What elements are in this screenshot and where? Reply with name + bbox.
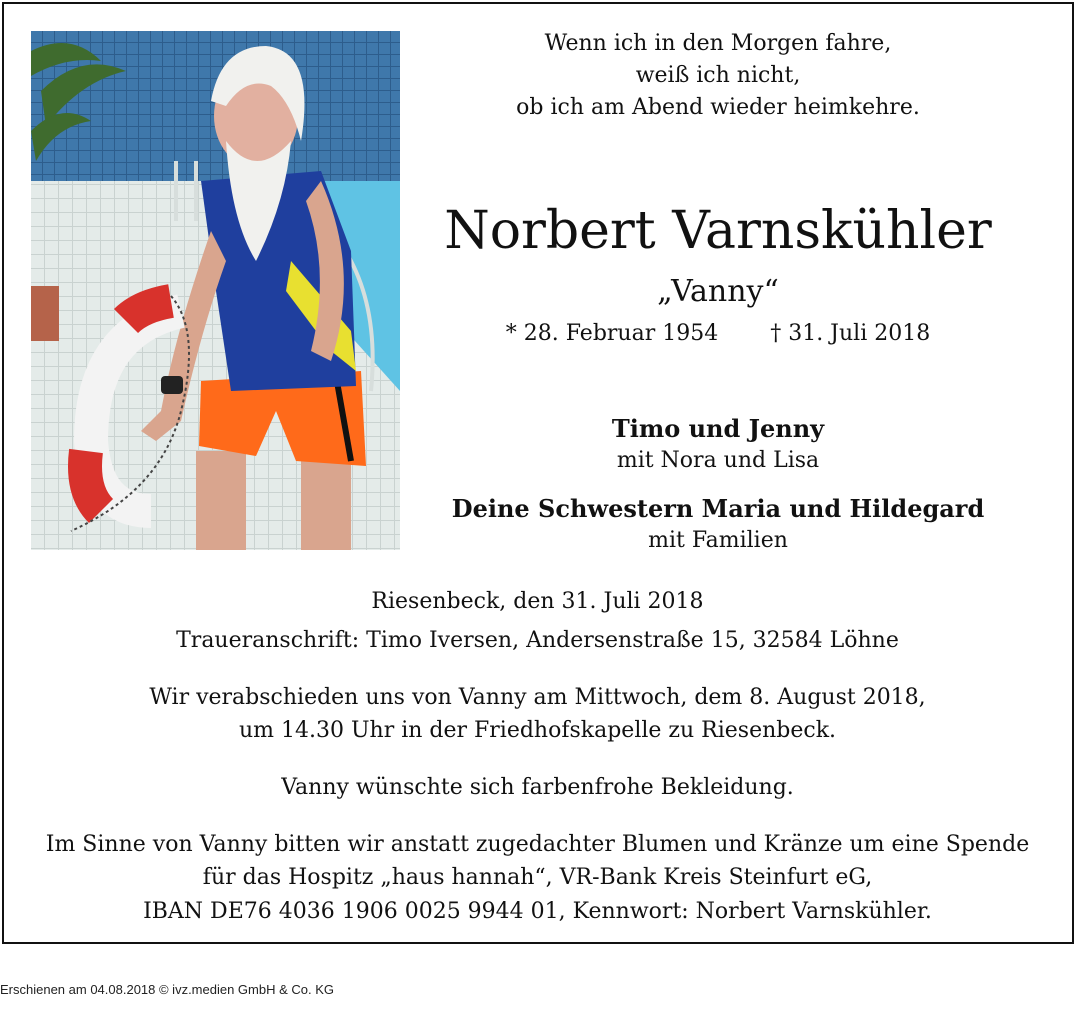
life-dates <box>400 318 1036 350</box>
service-line-2: um 14.30 Uhr in der Friedhofskapelle zu Riesenbeck. <box>238 718 837 743</box>
donation-line-1: Im Sinne von Vanny bitten wir anstatt zugedachter Blumen und Kränze um eine Spende <box>45 832 1030 857</box>
publication-footer: Erschienen am 04.08.2018 © ivz.medien GmbH & Co. KG <box>0 982 335 997</box>
mourner-group-1-subtitle: mit Nora und Lisa <box>616 448 820 473</box>
mourning-address: Traueranschrift: Timo Iversen, Andersenstraße 15, 32584 Löhne <box>176 628 899 653</box>
mourner-group-1-title: Timo und Jenny <box>611 414 825 443</box>
verse-line-1: Wenn ich in den Morgen fahre, <box>544 31 892 56</box>
donation-line-2: für das Hospitz „haus hannah“, VR-Bank Kreis Steinfurt eG, <box>202 865 873 890</box>
verse-line-2: weiß ich nicht, <box>635 63 801 88</box>
mourner-group-2-title: Deine Schwestern Maria und Hildegard <box>451 494 985 523</box>
portrait-photo <box>31 31 400 550</box>
mourner-group-2-subtitle: mit Familien <box>648 528 788 553</box>
deceased-name: Norbert Varnskühler <box>444 201 992 261</box>
place-date: Riesenbeck, den 31. Juli 2018 <box>371 589 704 614</box>
deceased-nickname: „Vanny“ <box>657 274 779 309</box>
birth-date: * 28. Februar 1954 <box>505 321 719 346</box>
dress-note: Vanny wünschte sich farbenfrohe Bekleidung. <box>281 775 794 800</box>
verse <box>400 28 1036 124</box>
death-date: † 31. Juli 2018 <box>770 321 931 346</box>
service-line-1: Wir verabschieden uns von Vanny am Mittwoch, dem 8. August 2018, <box>149 685 926 710</box>
donation-line-3: IBAN DE76 4036 1906 0025 9944 01, Kennwort: Norbert Varnskühler. <box>143 899 932 924</box>
verse-line-3: ob ich am Abend wieder heimkehre. <box>516 95 920 120</box>
